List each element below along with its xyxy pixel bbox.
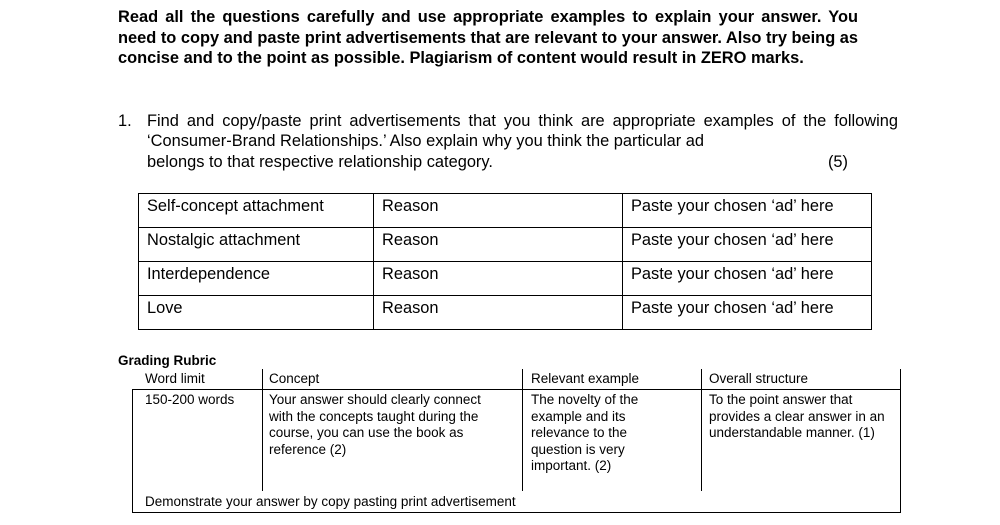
question-1 <box>118 111 898 172</box>
ad-paste-cell: Paste your chosen ‘ad’ here <box>623 228 872 262</box>
question-last-line <box>147 152 898 172</box>
table-row <box>139 228 872 262</box>
table-row <box>139 194 872 228</box>
question-text-last: belongs to that respective relationship category. <box>147 152 493 171</box>
rubric-footer: Demonstrate your answer by copy pasting print advertisement <box>145 494 516 509</box>
instructions-paragraph: Read all the questions carefully and use appropriate examples to explain your answer. You need to copy and paste print advertisements that are relevant to your answer. Also try being as concise and to the point as possible. Plagiarism of content would result in ZERO marks. <box>118 8 858 67</box>
ad-paste-cell: Paste your chosen ‘ad’ here <box>623 262 872 296</box>
reason-cell: Reason <box>374 262 623 296</box>
table-row <box>139 296 872 330</box>
category-cell: Self-concept attachment <box>139 194 374 228</box>
rubric-header-concept: Concept <box>269 371 320 386</box>
question-number: 1. <box>118 112 132 130</box>
rubric-structure: To the point answer that provides a clear answer in an understandable manner. (1) <box>709 392 885 440</box>
rubric-divider <box>701 369 702 491</box>
question-marks: (5) <box>827 152 848 171</box>
category-cell: Love <box>139 296 374 330</box>
rubric-word-limit: 150-200 words <box>145 392 235 407</box>
rubric-header-example: Relevant example <box>531 371 640 386</box>
category-cell: Interdependence <box>139 262 374 296</box>
rubric-title: Grading Rubric <box>118 353 217 368</box>
reason-cell: Reason <box>374 194 623 228</box>
reason-cell: Reason <box>374 296 623 330</box>
ad-paste-cell: Paste your chosen ‘ad’ here <box>623 194 872 228</box>
reason-cell: Reason <box>374 228 623 262</box>
rubric-header-word-limit: Word limit <box>145 371 205 386</box>
relationship-table <box>138 193 872 330</box>
rubric-header-line <box>132 389 901 390</box>
rubric-divider <box>262 369 263 491</box>
table-row <box>139 262 872 296</box>
rubric-bottom-line <box>132 512 901 513</box>
category-cell: Nostalgic attachment <box>139 228 374 262</box>
rubric-border-right <box>900 369 901 513</box>
rubric-border-left <box>132 389 133 513</box>
rubric-divider <box>522 369 523 491</box>
rubric-concept: Your answer should clearly connect with the concepts taught during the course, you can use the book as reference (2) <box>269 392 481 457</box>
rubric-example: The novelty of the example and its relevance to the question is very important. (2) <box>531 392 639 473</box>
question-text <box>147 111 898 172</box>
ad-paste-cell: Paste your chosen ‘ad’ here <box>623 296 872 330</box>
grading-rubric <box>132 369 901 513</box>
rubric-header-structure: Overall structure <box>709 371 809 386</box>
question-text-main: Find and copy/paste print advertisements that you think are appropriate examples of the following ‘Consumer-Brand Relationships.’ Also explain why you think the particular ad <box>147 112 898 151</box>
